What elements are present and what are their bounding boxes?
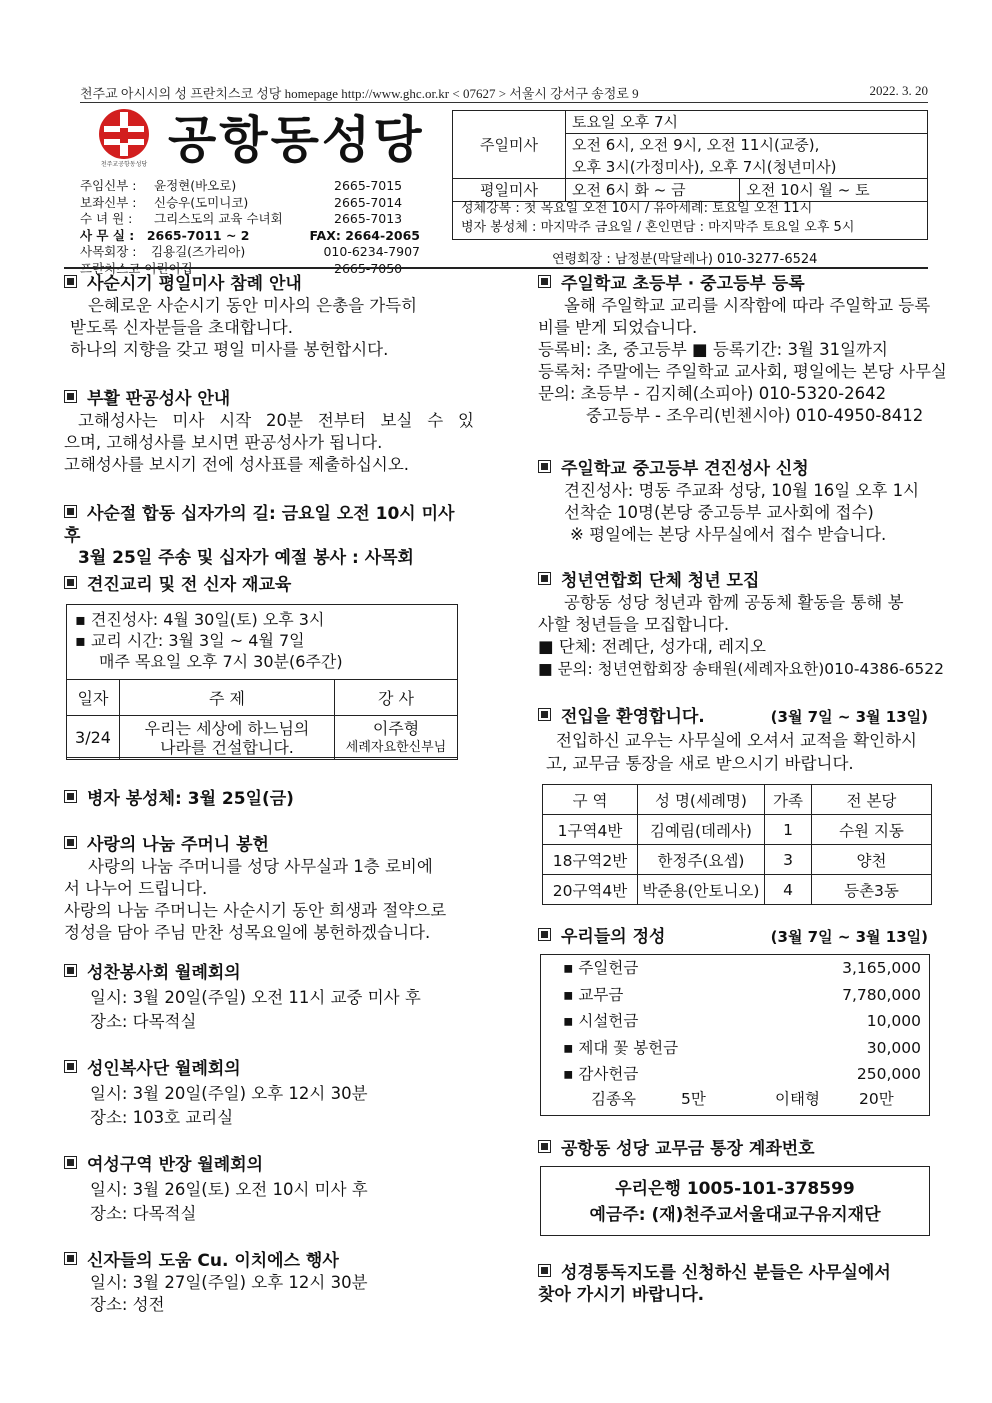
staff-role: 보좌신부 : [80,194,137,210]
table-header: 성 명(세례명) [638,785,765,815]
section-sunday-school [538,273,948,427]
section-line: ■ 단체: 전례단, 성가대, 레지오 [538,637,766,656]
table-cell: 이주형 세례자요한신부님 [335,716,458,760]
table-row: 1구역4반 김예림(데레사) 1 수원 지동 [543,815,932,845]
staff-row [80,228,420,245]
section-title: 사랑의 나눔 주머니 봉헌 [64,834,474,856]
staff-name: 윤정현(바오로) [154,178,237,193]
offerings-box [540,954,930,1116]
section-women-leaders [64,1154,474,1225]
square-bullet-icon [64,576,77,589]
welcome-period: (3월 7일 ~ 3월 13일) [770,708,928,726]
weekday-mass-b: 오전 10시 월 ~ 토 [740,179,928,202]
section-youth-recruit [538,570,948,680]
parish-logo [98,108,154,168]
section-line: 은혜로운 사순시기 동안 미사의 은총을 가득히 [88,296,418,315]
header-info-line: 천주교 아시시의 성 프란치스코 성당 homepage http://www.ghc.or.kr < 07627 > 서울시 강서구 송정로 9 [80,86,639,101]
sunday-mass-line: 오전 6시, 오전 9시, 오전 11시(교중), [566,134,928,157]
staff-phone: 010-6234-7907 [323,244,420,259]
section-title: 성찬봉사회 월례회의 [64,962,474,984]
table-header: 구 역 [543,785,638,815]
section-altar-servers [64,1058,474,1129]
donor-row: 김종옥 5만 이태형 20만 [591,1089,894,1108]
bank-account-number: 우리은행 1005-101-378599 [615,1179,855,1199]
section-title: 우리들의 정성 (3월 7일 ~ 3월 13일) [538,926,938,948]
section-line: 장소: 103호 교리실 [90,1108,234,1127]
staff-role: 사목회장 : [80,244,137,259]
bank-account-box [540,1166,930,1236]
section-title: 여성구역 반장 월례회의 [64,1154,474,1176]
square-bullet-icon [538,275,551,288]
section-way-of-cross [64,503,474,569]
square-bullet-icon [538,1140,551,1153]
header-divider [64,267,928,269]
confirmation-bullet: ▪ 교리 시간: 3월 3일 ~ 4월 7일 [75,631,305,650]
square-bullet-icon [64,1060,77,1073]
offerings-period: (3월 7일 ~ 3월 13일) [770,928,928,946]
square-bullet-icon [538,460,551,473]
section-title: 부활 판공성사 안내 [64,388,474,410]
confirmation-box [66,604,458,758]
square-bullet-icon [64,836,77,849]
sacraments-box [452,196,928,240]
section-line: 받도록 신자분들을 초대합니다. [70,318,293,337]
section-line: 사할 청년들을 모집합니다. [538,615,730,634]
section-confirmation-class [64,574,464,596]
offering-row: ▪ 교무금 7,780,000 [563,985,921,1004]
section-title: 주일학교 초등부 · 중고등부 등록 [538,273,948,295]
square-bullet-icon [64,964,77,977]
bank-account-holder: 예금주: (재)천주교서울대교구유지재단 [589,1205,881,1225]
section-line: 하나의 지향을 갖고 평일 미사를 봉헌합시다. [70,340,389,359]
offering-row: ▪ 시설헌금 10,000 [563,1012,921,1030]
square-bullet-icon [538,928,551,941]
offering-row: ▪ 제대 꽃 봉헌금 30,000 [563,1038,921,1057]
section-title: 사순시기 평일미사 참례 안내 [64,273,474,295]
table-row: 18구역2반 한정주(요셉) 3 양천 [543,845,932,875]
section-bible-reading [538,1262,948,1306]
table-cell: 우리는 세상에 하느님의 나라를 건설합니다. [120,716,335,760]
staff-role: 프란치스코 어린이집 [80,260,193,276]
section-line: 선착순 10명(본당 중고등부 교사회에 접수) [564,503,874,522]
sick-communion-line: 병자 봉성체 : 마지막주 금요일 / 혼인면담 : 마지막주 토요일 오후 5시 [461,220,855,235]
section-title: 성인복사단 월례회의 [64,1058,474,1080]
square-bullet-icon [64,1252,77,1265]
staff-list [80,178,420,277]
section-line: ■ 문의: 청년연합회장 송태원(세례자요한)010-4386-6522 [538,660,944,678]
confirmation-schedule-table [66,679,458,760]
staff-role: 사 무 실 : [80,227,135,243]
section-line: 전입하신 교우는 사무실에 오셔서 교적을 확인하시 [556,731,917,750]
section-eucharist-meeting [64,962,474,1033]
section-sick-communion [64,788,474,810]
section-title: 견진교리 및 전 신자 재교육 [64,574,464,596]
section-line: 찾아 가시기 바랍니다. [538,1285,705,1305]
federation-contact: 연령회장 : 남정분(막달레나) 010-3277-6524 [552,252,818,267]
section-line: 일시: 3월 26일(토) 오전 10시 미사 후 [90,1180,368,1199]
staff-role: 수 녀 원 : [80,211,133,226]
baptism-line: 성체강복 : 첫 목요일 오전 10시 / 유아세례: 토요일 오전 11시 [461,201,813,216]
section-line: 고, 교무금 통장을 새로 받으시기 바랍니다. [546,754,854,773]
confirmation-sub: 매주 목요일 오후 7시 30분(6주간) [99,652,343,671]
square-bullet-icon [64,505,77,518]
staff-name: 2665-7011 ~ 2 [146,227,250,243]
table-header: 강 사 [335,680,458,716]
parish-title: 공항동성당 [168,111,425,169]
section-bank-account [538,1138,938,1160]
section-line: 고해성사를 보시기 전에 성사표를 제출하십시오. [64,455,410,474]
sunday-mass-line: 오후 3시(가정미사), 오후 7시(청년미사) [566,156,928,179]
section-line: 중고등부 - 조우리(빈첸시아) 010-4950-8412 [586,406,924,425]
square-bullet-icon [64,275,77,288]
section-title: 사순절 합동 십자가의 길: 금요일 오전 10시 미사 후 [64,504,455,546]
sunday-mass-line: 토요일 오후 7시 [566,111,928,134]
section-line: 비를 받게 되었습니다. [538,318,698,337]
staff-name: 신승우(도미니코) [154,194,249,210]
section-line: 장소: 다목적실 [90,1204,197,1223]
staff-row [80,178,420,195]
square-bullet-icon [538,1264,551,1277]
confirmation-bullet: ▪ 견진성사: 4월 30일(토) 오후 3시 [75,610,325,629]
staff-row [80,244,420,261]
section-line: 등록비: 초, 중고등부 ■ 등록기간: 3월 31일까지 [538,340,888,359]
square-bullet-icon [64,790,77,803]
square-bullet-icon [538,572,551,585]
offering-row: ▪ 주일헌금 3,165,000 [563,959,921,977]
square-bullet-icon [64,1156,77,1169]
section-line: 올해 주일학교 교리를 시작함에 따라 주일학교 등록 [564,296,931,315]
section-title: 성경통독지도를 신청하신 분들은 사무실에서 [538,1262,948,1284]
section-line: 사랑의 나눔 주머니를 성당 사무실과 1층 로비에 [88,857,433,876]
table-cell: 3/24 [67,716,120,760]
table-row: 20구역4반 박준용(안토니오) 4 등촌3동 [543,875,932,905]
staff-name: 김용길(즈가리아) [150,244,246,259]
section-title: 공항동 성당 교무금 통장 계좌번호 [538,1138,938,1160]
section-title: 전입을 환영합니다. (3월 7일 ~ 3월 13일) [538,706,938,728]
mass-schedule-table [452,110,928,202]
section-line: 사랑의 나눔 주머니는 사순시기 동안 희생과 절약으로 [64,901,447,920]
staff-phone: 2665-7050 [334,260,403,276]
section-youth-confirmation [538,458,948,546]
section-line: 문의: 초등부 - 김지혜(소피아) 010-5320-2642 [538,384,887,403]
section-line: 일시: 3월 27일(주일) 오후 12시 30분 [90,1273,368,1292]
section-line: 공항동 성당 청년과 함께 공동체 활동을 통해 봉 [564,593,904,612]
section-sharing-pouch [64,834,474,944]
table-header: 전 본당 [812,785,932,815]
section-title: 청년연합회 단체 청년 모집 [538,570,948,592]
logo-caption: 천주교공항동성당 [100,161,148,168]
square-bullet-icon [538,708,551,721]
staff-phone: 2665-7015 [334,178,403,193]
section-title: 주일학교 중고등부 견진성사 신청 [538,458,948,480]
section-legion-event [64,1250,474,1316]
sunday-mass-label: 주일미사 [453,111,566,179]
section-line: 정성을 담아 주님 만찬 성목요일에 봉헌하겠습니다. [64,923,431,942]
section-lent-mass [64,273,474,361]
table-header: 가족 [765,785,812,815]
section-title: 신자들의 도움 Cu. 이치에스 행사 [64,1250,474,1272]
section-line: 으며, 고해성사를 보시면 판공성사가 됩니다. [64,433,383,452]
staff-row [80,195,420,212]
section-welcome [538,706,938,775]
bulletin-date: 2022. 3. 20 [869,83,928,98]
offering-row: ▪ 감사헌금 250,000 [563,1065,921,1083]
section-line: 서 나누어 드립니다. [64,879,208,898]
staff-role: 주임신부 : [80,178,137,193]
section-line: 일시: 3월 20일(주일) 오전 11시 교중 미사 후 [90,988,421,1007]
square-bullet-icon [64,390,77,403]
new-parishioners-table [542,784,932,905]
section-offerings [538,926,938,948]
section-confession [64,388,474,476]
staff-phone: FAX: 2664-2065 [309,227,420,243]
section-line: 등록처: 주말에는 주일학교 교사회, 평일에는 본당 사무실 [538,362,947,381]
staff-row [80,211,420,228]
section-line: 견진성사: 명동 주교좌 성당, 10월 16일 오후 1시 [564,481,920,500]
weekday-mass-label: 평일미사 [453,179,566,202]
table-header: 주 제 [120,680,335,716]
staff-name: 그리스도의 교육 수녀회 [154,211,283,226]
section-line: 일시: 3월 20일(주일) 오후 12시 30분 [90,1084,368,1103]
staff-phone: 2665-7013 [334,211,403,226]
section-line: 3월 25일 주송 및 십자가 예절 봉사 : 사목회 [78,548,414,568]
section-line: 장소: 다목적실 [90,1012,197,1031]
section-title: 병자 봉성체: 3월 25일(금) [64,788,474,810]
weekday-mass-a: 오전 6시 화 ~ 금 [566,179,740,202]
table-header: 일자 [67,680,120,716]
section-line: 장소: 성전 [90,1295,165,1314]
section-line: 고해성사는 미사 시작 20분 전부터 보실 수 있 [78,411,474,430]
section-line: ※ 평일에는 본당 사무실에서 접수 받습니다. [570,525,887,544]
staff-phone: 2665-7014 [334,194,403,210]
